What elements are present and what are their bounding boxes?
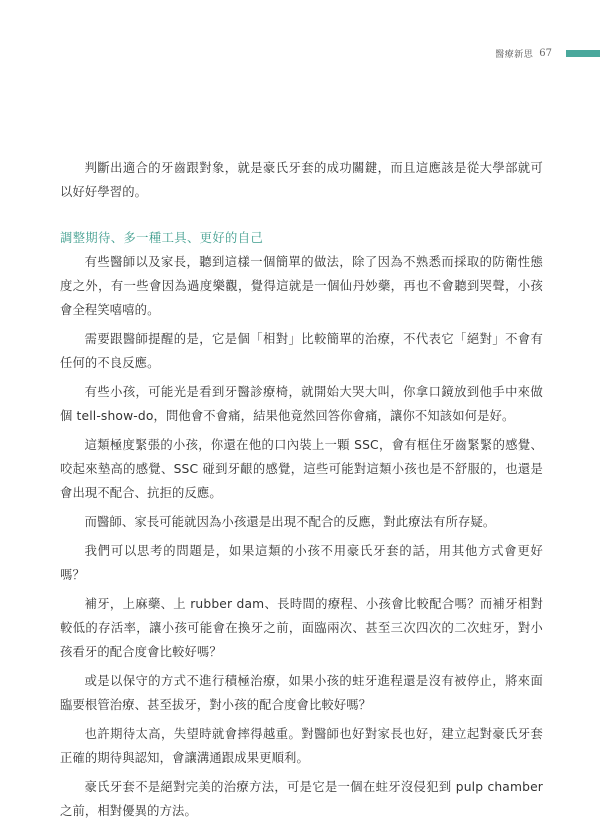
paragraph: 有些醫師以及家長，聽到這樣一個簡單的做法，除了因為不熟悉而採取的防衛性態度之外，有一些會因為過度樂觀，覺得這就是一個仙丹妙藥，再也不會聽到哭聲，小孩會全程笑嘻嘻的。 xyxy=(60,255,543,317)
running-header xyxy=(495,46,600,60)
paragraph: 補牙，上麻藥、上 rubber dam、長時間的療程、小孩會比較配合嗎？而補牙相對較低的存活率，讓小孩可能會在換牙之前，面臨兩次、甚至三次四次的二次蛀牙，對小孩看牙的配合度會比較好嗎？ xyxy=(60,597,543,659)
intro-paragraph: 判斷出適合的牙齒跟對象，就是豪氏牙套的成功關鍵，而且這應該是從大學部就可以好好學習的。 xyxy=(60,161,543,199)
header-accent-bar xyxy=(566,50,600,57)
header-section-title: 醫療新思 xyxy=(495,49,534,60)
paragraph: 也許期待太高，失望時就會摔得越重。對醫師也好對家長也好，建立起對豪氏牙套正確的期待與認知，會讓溝通跟成果更順利。 xyxy=(60,727,543,765)
paragraph: 我們可以思考的問題是，如果這類的小孩不用豪氏牙套的話，用其他方式會更好嗎？ xyxy=(60,544,543,582)
section-heading: 調整期待、多一種工具、更好的自己 xyxy=(60,231,264,245)
paragraph: 或是以保守的方式不進行積極治療，如果小孩的蛀牙進程還是沒有被停止，將來面臨要根管治療、甚至拔牙，對小孩的配合度會比較好嗎？ xyxy=(60,674,543,712)
page-body xyxy=(60,156,543,828)
paragraph: 而醫師、家長可能就因為小孩還是出現不配合的反應，對此療法有所存疑。 xyxy=(84,515,496,529)
page-number: 67 xyxy=(539,47,552,59)
paragraph: 豪氏牙套不是絕對完美的治療方法，可是它是一個在蛀牙沒侵犯到 pulp chamber 之前，相對優異的方法。 xyxy=(60,780,543,818)
paragraph: 有些小孩，可能光是看到牙醫診療椅，就開始大哭大叫，你拿口鏡放到他手中來做個 tell-show-do，問他會不會痛，結果他竟然回答你會痛，讓你不知該如何是好。 xyxy=(60,385,543,423)
paragraph: 需要跟醫師提醒的是，它是個「相對」比較簡單的治療，不代表它「絕對」不會有任何的不良反應。 xyxy=(60,332,543,370)
paragraph: 這類極度緊張的小孩，你還在他的口內裝上一顆 SSC，會有框住牙齒緊緊的感覺、咬起來墊高的感覺、SSC 碰到牙齦的感覺，這些可能對這類小孩也是不舒服的，也還是會出現不配合、抗拒的反應。 xyxy=(60,438,543,500)
